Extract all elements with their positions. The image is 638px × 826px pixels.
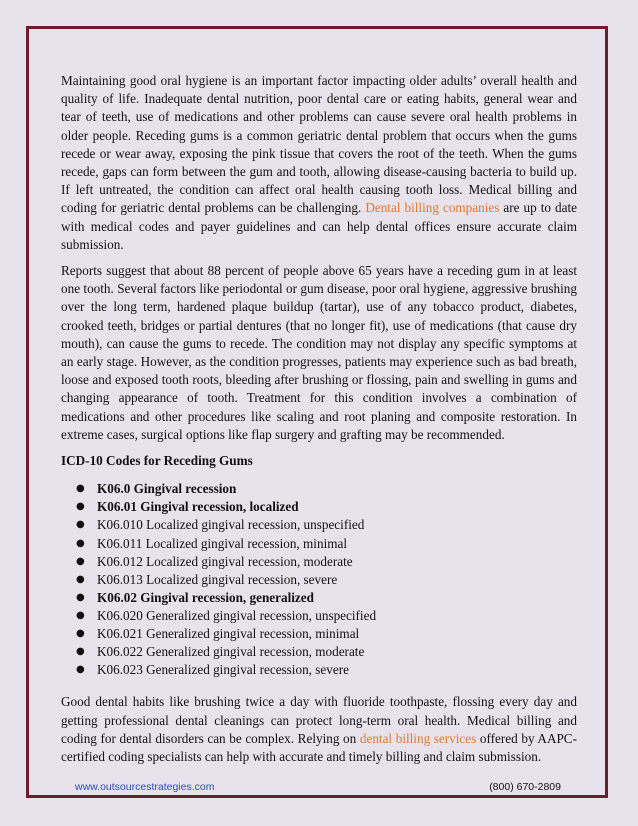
bullet-icon: ● — [76, 483, 85, 495]
dental-billing-companies-link[interactable]: Dental billing companies — [365, 200, 500, 216]
icd10-code-item — [61, 571, 577, 589]
footer-phone-number: (800) 670-2809 — [489, 781, 561, 793]
bullet-icon: ● — [76, 501, 85, 513]
icd10-code-text: K06.02 Gingival recession, generalized — [97, 589, 314, 605]
icd10-code-item — [61, 480, 577, 498]
bullet-icon: ● — [76, 628, 85, 640]
icd10-code-item — [61, 607, 577, 625]
icd10-code-item — [61, 589, 577, 607]
footer-website-link[interactable]: www.outsourcestrategies.com — [75, 781, 215, 793]
icd10-code-text: K06.013 Localized gingival recession, severe — [97, 571, 338, 587]
icd10-code-text: K06.01 Gingival recession, localized — [97, 499, 299, 515]
intro-text-after-link: are up to date with medical codes and payer guidelines and can help dental offices ensure accurate claim submission. — [61, 200, 577, 252]
icd10-code-text: K06.010 Localized gingival recession, unspecified — [97, 517, 365, 533]
icd10-code-item — [61, 516, 577, 534]
icd10-code-item — [61, 498, 577, 516]
icd10-code-text: K06.0 Gingival recession — [97, 481, 237, 497]
icd10-code-text: K06.020 Generalized gingival recession, unspecified — [97, 607, 377, 623]
bullet-icon: ● — [76, 609, 85, 621]
icd10-code-item — [61, 643, 577, 661]
article-body — [61, 72, 577, 774]
bullet-icon: ● — [76, 573, 85, 585]
icd10-code-item — [61, 535, 577, 553]
reports-paragraph: Reports suggest that about 88 percent of people above 65 years have a receding gum in at least one tooth. Several factors like periodontal or gum disease, poor oral hygiene, aggressive brushing over the long term, hardened plaque buildup (tartar), use of any tobacco product, diabetes, crooked teeth, bridges or partial dentures (that no longer fit), use of medications (that cause dry mouth), can cause the gums to recede. The condition may not display any specific symptoms at an early stage. However, as the condition progresses, patients may experience such as bad breath, loose and exposed tooth roots, bleeding after brushing or flossing, pain and swelling in gums and changing appearance of tooth. Treatment for this condition involves a combination of medications and other procedures like scaling and root planing and composite restoration. In extreme cases, surgical options like flap surgery and grafting may be recommended. — [61, 263, 577, 442]
page-footer — [75, 781, 561, 793]
intro-paragraph — [61, 72, 577, 254]
closing-text-before-link: Good dental habits like brushing twice a day with fluoride toothpaste, flossing every day and getting professional dental cleanings can protect long-term oral health. Medical billing and coding for dental disorders can be complex. Relying on — [61, 694, 577, 746]
closing-text-after-link: offered by AAPC-certified coding specialists can help with accurate and timely billing and claim submission. — [61, 730, 577, 764]
icd10-code-text: K06.021 Generalized gingival recession, minimal — [97, 626, 360, 642]
dental-billing-services-link[interactable]: dental billing services — [359, 730, 477, 746]
icd10-code-item — [61, 553, 577, 571]
bullet-icon: ● — [76, 555, 85, 567]
icd10-code-text: K06.023 Generalized gingival recession, severe — [97, 662, 349, 678]
bullet-icon: ● — [76, 646, 85, 658]
icd10-code-text: K06.022 Generalized gingival recession, moderate — [97, 644, 365, 660]
bullet-icon: ● — [76, 664, 85, 676]
icd10-code-text: K06.012 Localized gingival recession, moderate — [97, 553, 353, 569]
icd10-section-heading: ICD-10 Codes for Receding Gums — [61, 453, 253, 469]
icd10-code-item — [61, 661, 577, 679]
bullet-icon: ● — [76, 591, 85, 603]
bullet-icon: ● — [76, 537, 85, 549]
bullet-icon: ● — [76, 519, 85, 531]
icd10-code-text: K06.011 Localized gingival recession, minimal — [97, 535, 348, 551]
icd10-code-list — [61, 480, 577, 679]
closing-paragraph — [61, 693, 577, 766]
icd10-code-item — [61, 625, 577, 643]
intro-text-before-link: Maintaining good oral hygiene is an important factor impacting older adults’ overall health and quality of life. Inadequate dental nutrition, poor dental care or eating habits, general wear and tear of teeth, use of medications and other problems can cause severe oral health problems in older people. Receding gums is a common geriatric dental problem that occurs when the gums recede or wear away, exposing the pink tissue that covers the root of the teeth. When the gums recede, gaps can form between the gum and tooth, allowing disease-causing bacteria to build up. If left untreated, the condition can affect oral health causing tooth loss. Medical billing and coding for geriatric dental problems can be challenging. — [61, 73, 577, 216]
